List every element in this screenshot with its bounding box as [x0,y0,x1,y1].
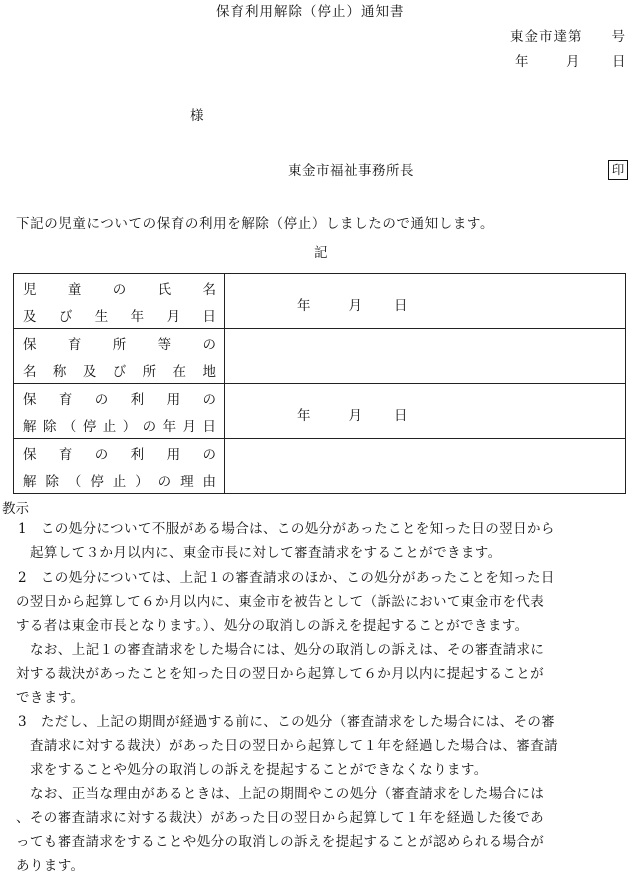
label-char: 除 [45,473,59,490]
label-char: び [112,363,127,380]
label-char: 用 [166,391,181,408]
issue-date-month: 月 [566,54,580,70]
date-placeholder [297,294,408,314]
table-row [14,384,626,439]
row-label-line [14,274,224,301]
instruction-line: 起算して３か月以内に、東金市長に対して審査請求をすることができます。 [30,545,502,561]
instruction-line: する者は東金市長となります。）、処分の取消しの訴えを提起することができます。 [16,618,529,634]
label-char: の [94,446,109,463]
label-char: 止 [102,418,117,435]
label-char: 称 [52,363,67,380]
label-char: ） [135,473,149,490]
ki-heading: 記 [314,245,328,261]
row-value[interactable] [225,439,626,494]
instruction-line: 求をすることや処分の取消しの訴えを提起することができなくなります。 [30,762,488,778]
sender-name: 東金市福祉事務所長 [288,163,414,179]
label-char: 利 [130,391,145,408]
label-char: 氏 [157,281,172,298]
label-char: 育 [67,336,82,353]
row-label [14,439,225,494]
label-char: 童 [67,281,82,298]
instruction-line: できます。 [16,690,85,706]
instruction-line: 査請求に対する裁決）があった日の翌日から起算して１年を経過した場合は、審査請 [30,738,559,754]
label-char: （ [67,473,82,490]
row-value[interactable] [225,329,626,384]
date-placeholder [297,404,408,424]
instruction-line: なお、上記１の審査請求をした場合には、処分の取消しの訴えは、その審査請求に [30,642,545,658]
label-char: 利 [130,446,145,463]
date-unit: 月 [348,298,362,314]
instruction-line: っても審査請求をすることや処分の取消しの訴えを提起することが認められる場合が [16,834,545,850]
label-char: 保 [23,336,37,353]
document-title: 保育利用解除（停止）通知書 [216,4,405,20]
label-char: 日 [202,418,216,435]
label-char: 停 [82,418,97,435]
row-value[interactable] [225,274,626,329]
notice-table [13,273,626,494]
date-unit: 年 [297,298,311,314]
row-label-line [14,439,224,466]
instruction-line: 、その審査請求に対する裁決）があった日の翌日から起算して１年を経過した後であ [16,810,545,826]
label-char: 保 [23,391,37,408]
label-char: の [157,473,172,490]
row-label [14,274,225,329]
row-label-line [14,466,224,493]
label-char: び [58,308,73,325]
issue-date-day: 日 [612,54,626,70]
label-char: 育 [58,446,73,463]
issue-date-year: 年 [515,54,529,70]
document-number: 東金市達第 号 [510,29,626,45]
label-char: 年 [130,308,145,325]
row-label-line [14,329,224,356]
date-unit: 月 [348,408,362,424]
instructions-heading: 教示 [2,501,29,517]
intro-text: 下記の児童についての保育の利用を解除（停止）しましたので通知します。 [16,216,495,232]
label-char: 所 [142,363,157,380]
date-unit: 日 [394,408,408,424]
label-char: 所 [112,336,127,353]
table-row [14,439,626,494]
label-char: 名 [202,281,216,298]
seal-mark: 印 [608,160,628,180]
row-value[interactable] [225,384,626,439]
table-row [14,329,626,384]
row-label-line [14,384,224,411]
label-char: 育 [58,391,73,408]
instruction-line: 2 この処分については、上記１の審査請求のほか、この処分があったことを知った日 [18,570,555,586]
instruction-line: なお、正当な理由があるときは、上記の期間やこの処分（審査請求をした場合には [30,786,545,802]
label-char: 等 [157,336,172,353]
instruction-line: 3 ただし、上記の期間が経過する前に、この処分（審査請求をした場合には、その審 [18,714,556,730]
label-char: 解 [23,473,37,490]
label-char: の [202,336,216,353]
label-char: 月 [166,308,181,325]
label-char: の [202,446,216,463]
instruction-line: あります。 [16,858,85,874]
label-char: 理 [180,473,194,490]
label-char: 及 [82,363,97,380]
label-char: 用 [166,446,181,463]
label-char: の [94,391,109,408]
label-char: 保 [23,446,37,463]
label-char: 在 [172,363,187,380]
label-char: 由 [202,473,216,490]
label-char: 止 [112,473,127,490]
label-char: 名 [23,363,37,380]
instruction-line: 1 この処分について不服がある場合は、この処分があったことを知った日の翌日から [18,521,555,537]
label-char: （ [62,418,77,435]
label-char: 停 [90,473,104,490]
date-unit: 年 [297,408,311,424]
instruction-line: の翌日から起算して６か月以内に、東金市を被告として（訴訟において東金市を代表 [16,594,545,610]
label-char: 年 [162,418,177,435]
label-char: の [142,418,157,435]
label-char: の [202,391,216,408]
table-row [14,274,626,329]
addressee-honorific: 様 [190,108,204,124]
row-label-line [14,301,224,328]
instruction-line: 対する裁決があったことを知った日の翌日から起算して６か月以内に提起することが [16,666,545,682]
label-char: 除 [42,418,57,435]
row-label-line [14,411,224,438]
label-char: 生 [94,308,109,325]
row-label-line [14,356,224,383]
label-char: 月 [182,418,196,435]
label-char: 及 [23,308,37,325]
label-char: 日 [202,308,216,325]
row-label [14,329,225,384]
label-char: の [112,281,127,298]
label-char: 児 [23,281,37,298]
label-char: ） [122,418,137,435]
row-label [14,384,225,439]
date-unit: 日 [394,298,408,314]
label-char: 解 [23,418,37,435]
label-char: 地 [202,363,216,380]
